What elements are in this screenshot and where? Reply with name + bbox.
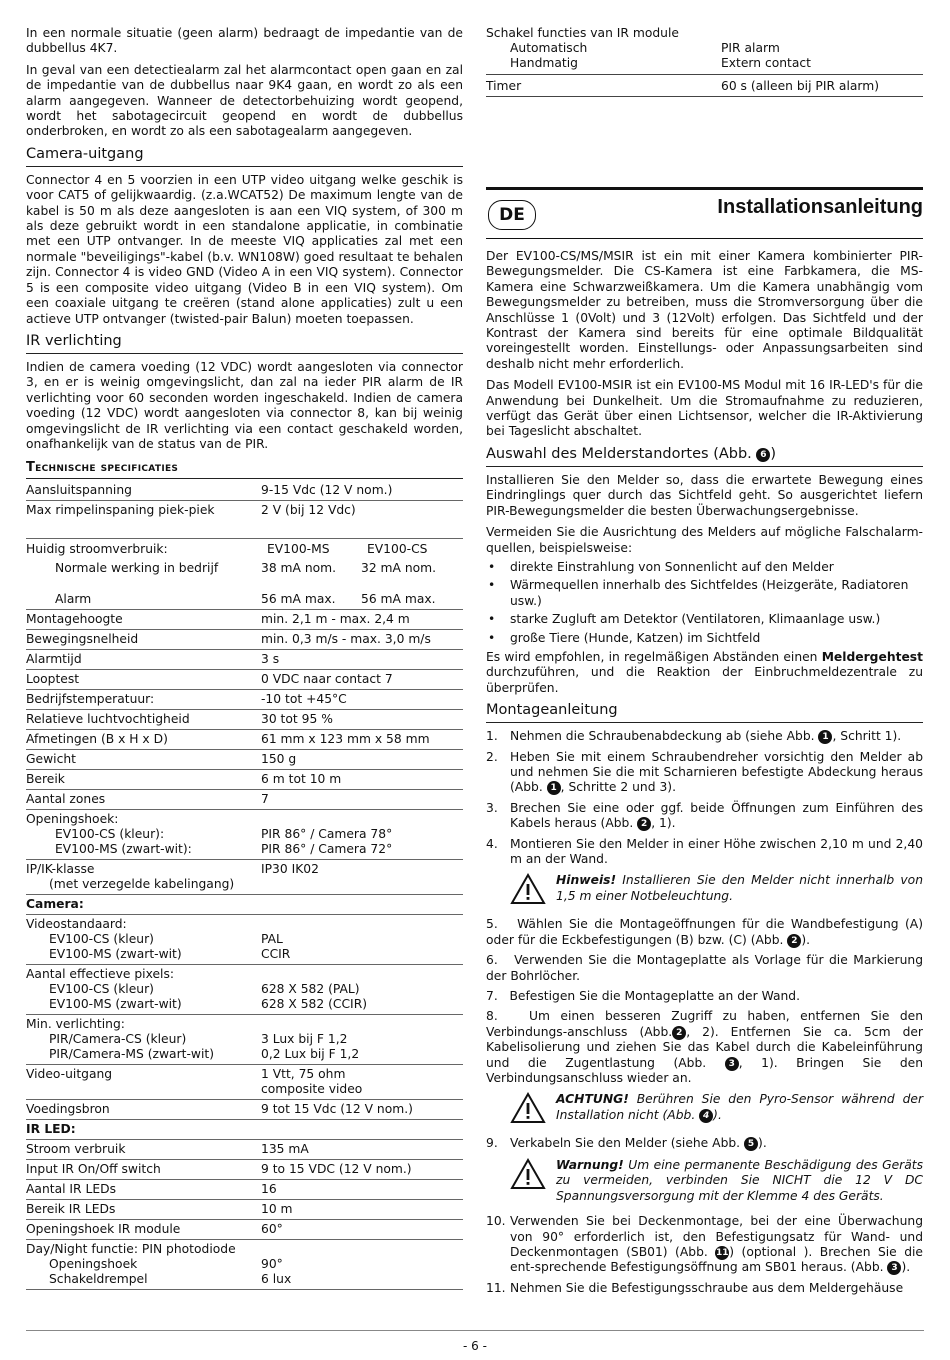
step-text: Nehmen Sie die Befestigungsschraube aus dem Meldergehäuse — [510, 1280, 904, 1295]
figure-number-icon: 11 — [716, 1247, 729, 1258]
spec-sublabel: Schakeldrempel — [49, 1271, 148, 1286]
intro-paragraph-2: In geval van een detectiealarm zal het alarmcontact open gaan en zal de impedantie van de dubbellus naar 9K4 gaan, en wordt zo als een alarm aangegeven. Wanneer de detectorbehuizing wordt geopend, wordt het sabotagecircuit geopend en wordt de dubbellus onderbroken, en wordt zo als een sabotagealarm aangegeven. — [26, 62, 463, 139]
figure-number-icon: 2 — [637, 817, 651, 831]
step-text: Montieren Sie den Melder in einer Höhe zwischen 2,10 m und 2,40 m an der Wand. — [510, 836, 923, 866]
figure-number-icon: 4 — [699, 1109, 713, 1123]
list-item: • große Tiere (Hunde, Katzen) im Sichtfeld — [486, 631, 923, 646]
spec-sublabel: EV100-MS (zwart-wit): — [55, 841, 192, 856]
figure-number-icon: 2 — [672, 1026, 686, 1040]
spec-section-label: IR LED: — [26, 1119, 261, 1139]
ir-paragraph: Indien de camera voeding (12 VDC) wordt aangesloten via connector 3, en er is weinig omgevingslicht, dan zal na ieder PIR alarm de IR verlichting voor 60 seconden worden ingeschakeld. Indien de camera voeding (12 VDC) wordt aangesloten via connector 8, kan bij weinig omgevingslicht de IR verlichting via een contact geschakeld worden, onafhankelijk van de status van de PIR. — [26, 359, 463, 451]
value-cs: 32 mA nom. — [361, 560, 437, 575]
spec-row — [26, 1179, 463, 1199]
spec-sublabel: EV100-CS (kleur): — [55, 826, 165, 841]
step-number: 4. — [486, 836, 498, 851]
spec-value: IP30 IK02 — [261, 859, 463, 894]
recommendation-text: durchzuführen, und die Reaktion der Einbruchmeldezentrale zu überprüfen. — [486, 665, 923, 695]
warning-icon — [510, 873, 546, 905]
spec-label-text: IP/IK-klasse — [26, 861, 95, 876]
spec-value: min. 2,1 m - max. 2,4 m — [261, 609, 463, 629]
step-number: 3. — [486, 800, 498, 815]
camera-heading: Camera-uitgang — [26, 146, 463, 167]
spec-sublabel: Normale werking in bedrijf — [55, 560, 219, 575]
spec-value: 16 — [261, 1179, 463, 1199]
spec-label: Afmetingen (B x H x D) — [26, 729, 261, 749]
note-text: Installieren Sie den Melder nicht innerhalb von 1,5 m einer Notbeleuchtung. — [556, 873, 923, 903]
value-line: 90° — [261, 1256, 283, 1271]
spec-row — [26, 1159, 463, 1179]
figure-number-icon: 5 — [744, 1137, 758, 1151]
timer-label: Timer — [486, 75, 721, 97]
spec-row — [26, 481, 463, 501]
spec-sublabel: Alarm — [55, 591, 92, 606]
ir-mode-value: Extern contact — [721, 56, 923, 75]
step-text: , 1). — [651, 816, 676, 831]
spec-label — [26, 914, 261, 964]
step-text: , Schritte 2 und 3). — [560, 780, 676, 795]
spec-row — [26, 749, 463, 769]
spec-label — [26, 590, 261, 610]
figure-number-icon: 1 — [818, 730, 832, 744]
spec-value — [261, 809, 463, 859]
spec-value: 2 V (bij 12 Vdc) — [261, 500, 463, 538]
spec-label-text: Openingshoek: — [26, 811, 119, 826]
spec-row — [26, 1239, 463, 1289]
step-item — [486, 953, 923, 984]
spec-label: Relatieve luchtvochtigheid — [26, 709, 261, 729]
step-item — [486, 729, 923, 744]
spec-label: Bewegingsnelheid — [26, 629, 261, 649]
step-item — [486, 1136, 923, 1151]
intro-paragraph-1: In een normale situatie (geen alarm) bedraagt de impedantie van de dubbellus 4K7. — [26, 26, 463, 56]
step-text: Heben Sie mit einem Schraubendreher vorsichtig den Melder ab und nehmen Sie die mit Scharnieren befestigte Abdeckung heraus (Abb. — [510, 749, 923, 795]
spec-label — [26, 1239, 261, 1289]
step-item — [486, 837, 923, 868]
spec-value — [261, 538, 463, 559]
spec-value: 0 VDC naar contact 7 — [261, 669, 463, 689]
spec-row — [26, 709, 463, 729]
col-head-cs: EV100-CS — [367, 541, 428, 556]
step-item — [486, 1281, 923, 1296]
spec-sublabel: PIR/Camera-MS (zwart-wit) — [49, 1046, 214, 1061]
spec-label: Bedrijfstemperatuur: — [26, 689, 261, 709]
installation-steps — [486, 917, 923, 1086]
figure-number-icon: 2 — [787, 934, 801, 948]
spec-sublabel: (met verzegelde kabelingang) — [49, 876, 235, 891]
value-ms: 628 X 582 (CCIR) — [261, 996, 368, 1011]
de-paragraph-2: Das Modell EV100-MSIR ist ein EV100-MS Modul mit 16 IR-LED's für die Anwendung bei Dunkelheit. Um die Stromaufnahme zu reduzieren, verfügt das Gerät über einen Lichtsensor, welcher die IR-Aktivierung bei Tageslicht abschaltet. — [486, 378, 923, 439]
col-head-ms: EV100-MS — [267, 541, 330, 556]
value-ms: CCIR — [261, 946, 291, 961]
figure-number-icon: 1 — [547, 781, 561, 795]
spec-row — [26, 1099, 463, 1119]
spec-value: 61 mm x 123 mm x 58 mm — [261, 729, 463, 749]
step-number: 8. — [486, 1009, 498, 1024]
value-line: 1 Vtt, 75 ohm — [261, 1066, 346, 1081]
step-item — [486, 801, 923, 832]
spec-value — [261, 1014, 463, 1064]
step-text: Verwenden Sie bei Deckenmontage, bei der eine Überwachung von 90° erforderlich ist, den Befestigungsatz für Wand- und Deckenmontagen (SB01) (Abb. — [510, 1214, 923, 1259]
spec-label: Aantal zones — [26, 789, 261, 809]
step-item — [486, 1214, 923, 1276]
step-text: ). — [758, 1136, 767, 1151]
step-number: 11. — [486, 1280, 506, 1295]
step-number: 9. — [486, 1136, 498, 1151]
spec-value: 3 s — [261, 649, 463, 669]
spec-label: Voedingsbron — [26, 1099, 261, 1119]
page-number: - 6 - — [463, 1339, 487, 1353]
recommendation-bold: Meldergehtest — [821, 649, 923, 664]
figure-number-icon: 3 — [887, 1261, 901, 1275]
spec-value: 150 g — [261, 749, 463, 769]
step-number: 1. — [486, 729, 498, 744]
step-number: 10. — [486, 1214, 506, 1229]
spec-row — [26, 559, 463, 590]
section-title: Installationsanleitung — [717, 196, 923, 218]
ir-heading: IR verlichting — [26, 333, 463, 354]
spec-sublabel: EV100-MS (zwart-wit) — [49, 946, 182, 961]
spec-row — [26, 789, 463, 809]
spec-value: min. 0,3 m/s - max. 3,0 m/s — [261, 629, 463, 649]
spec-sublabel: Openingshoek — [49, 1256, 138, 1271]
spec-label: Gewicht — [26, 749, 261, 769]
spec-value: 9 tot 15 Vdc (12 V nom.) — [261, 1099, 463, 1119]
spec-sublabel: PIR/Camera-CS (kleur) — [49, 1031, 187, 1046]
value-cs: 3 Lux bij F 1,2 — [261, 1031, 348, 1046]
spec-row — [26, 729, 463, 749]
ir-mode-label: Handmatig — [486, 56, 721, 75]
spec-row — [26, 1219, 463, 1239]
spec-row — [26, 769, 463, 789]
spec-label: Video-uitgang — [26, 1064, 261, 1099]
spec-value: -10 tot +45°C — [261, 689, 463, 709]
step-item — [486, 917, 923, 948]
spec-label: Max rimpelinspaning piek-piek — [26, 500, 261, 538]
note-label: ACHTUNG! — [556, 1092, 629, 1107]
spec-label: Alarmtijd — [26, 649, 261, 669]
spec-row — [26, 894, 463, 914]
installation-steps — [486, 1136, 923, 1151]
step-text: ). — [901, 1260, 911, 1275]
note-text: ). — [713, 1107, 722, 1122]
installation-steps — [486, 1214, 923, 1296]
warning-note — [486, 1158, 923, 1204]
spec-label: Aansluitspanning — [26, 481, 261, 501]
spec-label: Openingshoek IR module — [26, 1219, 261, 1239]
spec-label: Bereik — [26, 769, 261, 789]
auswahl-paragraph-1: Installieren Sie den Melder so, dass die erwartete Bewegung eines Eindringlings quer durch das Sichtfeld geht. So ausgerichtet liefern PIR-Bewegungsmelder die besten Überwachungsergebnisse. — [486, 472, 923, 518]
spec-label — [26, 964, 261, 1014]
spec-row — [26, 914, 463, 964]
spec-sublabel: EV100-CS (kleur) — [49, 981, 154, 996]
spec-value: 9-15 Vdc (12 V nom.) — [261, 481, 463, 501]
value-cs: 56 mA max. — [361, 591, 436, 606]
spec-label: Stroom verbruik — [26, 1139, 261, 1159]
spec-value: 60° — [261, 1219, 463, 1239]
step-number: 5. — [486, 917, 498, 932]
step-text: Verkabeln Sie den Melder (siehe Abb. — [510, 1136, 745, 1151]
spec-row — [26, 689, 463, 709]
spec-label — [26, 559, 261, 590]
spec-value: 7 — [261, 789, 463, 809]
auswahl-heading — [486, 446, 923, 467]
step-item — [486, 750, 923, 796]
list-item: • Wärmequellen innerhalb des Sichtfeldes (Heizgeräte, Radiatoren usw.) — [486, 578, 923, 609]
step-number: 7. — [486, 989, 498, 1004]
auswahl-paragraph-2: Vermeiden Sie die Ausrichtung des Melders auf mögliche Falschalarm-quellen, beispielsweise: — [486, 525, 923, 555]
spec-label-text: Day/Night functie: PIN photodiode — [26, 1241, 236, 1256]
step-text: Nehmen die Schraubenabdeckung ab (siehe Abb. — [510, 729, 819, 744]
spec-label: Montagehoogte — [26, 609, 261, 629]
value-ms: 56 mA max. — [261, 591, 336, 606]
value-cs: 628 X 582 (PAL) — [261, 981, 360, 996]
spec-label-text: Videostandaard: — [26, 916, 127, 931]
spec-value — [261, 914, 463, 964]
footer-rule — [26, 1330, 924, 1331]
note-text: Berühren Sie den Pyro-Sensor während der Installation nicht (Abb. — [556, 1092, 923, 1122]
spec-label — [26, 1014, 261, 1064]
spec-row — [26, 964, 463, 1014]
spec-label: Huidig stroomverbruik: — [26, 541, 168, 556]
value-ms: PIR 86° / Camera 72° — [261, 841, 393, 856]
value-cs: PAL — [261, 931, 283, 946]
step-text: Um einen besseren Zugriff zu haben, entfernen Sie den Verbindungs-anschluss (Abb. — [486, 1009, 923, 1039]
ir-module-table — [486, 26, 923, 97]
heading-paren: ) — [770, 445, 777, 462]
right-column — [486, 26, 923, 1301]
spec-section-label: Camera: — [26, 894, 261, 914]
spec-value — [261, 1064, 463, 1099]
list-item: • starke Zugluft am Detektor (Ventilatoren, Klimaanlage usw.) — [486, 612, 923, 627]
spec-row — [26, 669, 463, 689]
attention-note — [486, 1092, 923, 1126]
spec-row — [26, 538, 463, 559]
ir-mode-label: Automatisch — [510, 41, 588, 55]
spec-row — [26, 1064, 463, 1099]
spec-row — [26, 609, 463, 629]
montage-heading: Montageanleitung — [486, 702, 923, 723]
figure-number-icon: 6 — [756, 448, 770, 462]
recommendation-text: Es wird empfohlen, in regelmäßigen Abständen einen — [486, 649, 822, 664]
step-text: Brechen Sie eine oder ggf. beide Öffnungen zum Einführen des Kabels heraus (Abb. — [510, 800, 923, 831]
value-ms: 38 mA nom. — [261, 560, 337, 575]
step-text: Wählen Sie die Montageöffnungen für die Wandbefestigung (A) oder für die Eckbefestigungen (B) bzw. (C) (Abb. — [486, 917, 923, 947]
spec-row — [26, 590, 463, 610]
spec-row — [26, 1014, 463, 1064]
spec-row — [26, 1119, 463, 1139]
spec-value — [261, 1239, 463, 1289]
ir-module-title: Schakel functies van IR module — [486, 26, 679, 40]
step-text: , Schritt 1). — [832, 729, 902, 744]
list-item: • direkte Einstrahlung von Sonnenlicht auf den Melder — [486, 560, 923, 575]
step-number: 2. — [486, 749, 498, 764]
figure-number-icon: 3 — [725, 1057, 739, 1071]
step-text: Verwenden Sie die Montageplatte als Vorlage für die Markierung der Bohrlöcher. — [486, 953, 923, 983]
de-paragraph-1: Der EV100-CS/MS/MSIR ist ein mit einer Kamera kombinierter PIR-Bewegungsmelder. Die CS-Kamera ist eine Farbkamera, die MS-Kamera eine Schwarzweißkamera. Um die Kamera unabhängig vom Bewegungsmelder zu betreiben, muss die Stromversorgung über die Anschlüsse 1 (0Volt) und 3 (12Volt) erfolgen. Das Sichtfeld und der Kontrast der Kamera sind bereits für eine optimale Bildqualität voreingestellt worden. Einstellungs- oder Anpassungsarbeiten sind deshalb nicht mehr erforderlich. — [486, 249, 923, 371]
step-item — [486, 1009, 923, 1086]
spec-value — [261, 559, 463, 590]
spec-value — [261, 964, 463, 1014]
spec-value: 6 m tot 10 m — [261, 769, 463, 789]
step-item — [486, 989, 923, 1004]
spec-value: 9 to 15 VDC (12 V nom.) — [261, 1159, 463, 1179]
spec-label-text: Min. verlichting: — [26, 1016, 125, 1031]
auswahl-heading-text: Auswahl des Melderstandortes (Abb. — [486, 445, 752, 462]
value-cs: PIR 86° / Camera 78° — [261, 826, 393, 841]
spec-label — [26, 809, 261, 859]
step-text: , 2). Entfernen Sie ca. 5cm der Kabelisolierung und ziehen Sie das Kabel durch die Kabeleinführung und die Zugentlastung (Abb. — [486, 1024, 923, 1070]
false-alarm-list — [486, 560, 923, 646]
spec-row — [26, 629, 463, 649]
spec-label: Looptest — [26, 669, 261, 689]
ir-mode-value: PIR alarm — [721, 41, 780, 55]
step-number: 6. — [486, 953, 498, 968]
spec-sublabel: EV100-CS (kleur) — [49, 931, 154, 946]
value-ms: 0,2 Lux bij F 1,2 — [261, 1046, 360, 1061]
note-text: Um eine permanente Beschädigung des Geräts zu vermeiden, verbinden Sie NICHT die 12 V DC Spannungsversorgung mit der Klemme 4 des Geräts. — [556, 1157, 923, 1203]
spec-row — [26, 809, 463, 859]
step-text: , 1). Bringen Sie den Verbindungsanschluss wieder an. — [486, 1055, 923, 1086]
spec-value: 135 mA — [261, 1139, 463, 1159]
spec-label: Bereik IR LEDs — [26, 1199, 261, 1219]
spec-row — [26, 1199, 463, 1219]
step-text: ). — [801, 932, 811, 947]
spec-sublabel: EV100-MS (zwart-wit) — [49, 996, 182, 1011]
left-column — [26, 26, 463, 1290]
spec-value: 10 m — [261, 1199, 463, 1219]
value-line: 6 lux — [261, 1271, 292, 1286]
specs-table — [26, 481, 463, 1290]
warning-icon — [510, 1092, 546, 1124]
note-label: Hinweis! — [556, 873, 617, 888]
step-text: ) (optional ). Brechen Sie die ent-sprechende Befestigungsöffnung am SB01 heraus. (Abb. — [510, 1244, 923, 1275]
value-line: composite video — [261, 1081, 363, 1096]
hint-note — [486, 873, 923, 907]
spec-value — [261, 590, 463, 610]
spec-value: 30 tot 95 % — [261, 709, 463, 729]
note-label: Warnung! — [556, 1157, 624, 1172]
spec-row — [26, 500, 463, 538]
step-text: Befestigen Sie die Montageplatte an der Wand. — [509, 989, 800, 1004]
installation-steps — [486, 729, 923, 867]
spec-row — [26, 859, 463, 894]
spec-label-text: Aantal effectieve pixels: — [26, 966, 174, 981]
spec-row — [26, 1139, 463, 1159]
language-badge: DE — [488, 200, 536, 230]
timer-value: 60 s (alleen bij PIR alarm) — [721, 75, 923, 97]
camera-paragraph: Connector 4 en 5 voorzien in een UTP video uitgang welke geschik is voor CAT5 of gelijkwaardig. (z.a.WCAT52) De maximum lengte van de kabel is 50 m als deze aangesloten is aan een VIQ system, of 300 m als deze gebruikt wordt in een standalone applicatie, in combinatie met een UTP ontvanger. In de meeste VIQ applicaties zal met een normale "beveiligings"-kabel (b.v. WN108W) goed resultaat te behalen zijn. Connector 4 is video GND (Video A in een VIQ system). Connector 5 is een composite video uitgang (Video B in een VIQ system). Om een coaxiale uitgang te creëren (stand alone applicaties) zult u een actieve UTP ontvanger (twisted-pair Balun) moeten toepassen. — [26, 172, 463, 326]
warning-icon — [510, 1158, 546, 1190]
spec-row — [26, 649, 463, 669]
spec-label: Input IR On/Off switch — [26, 1159, 261, 1179]
spec-label — [26, 859, 261, 894]
recommendation-paragraph — [486, 650, 923, 696]
specs-heading: Technische specificaties — [26, 460, 463, 478]
spec-label: Aantal IR LEDs — [26, 1179, 261, 1199]
language-header — [486, 187, 923, 239]
